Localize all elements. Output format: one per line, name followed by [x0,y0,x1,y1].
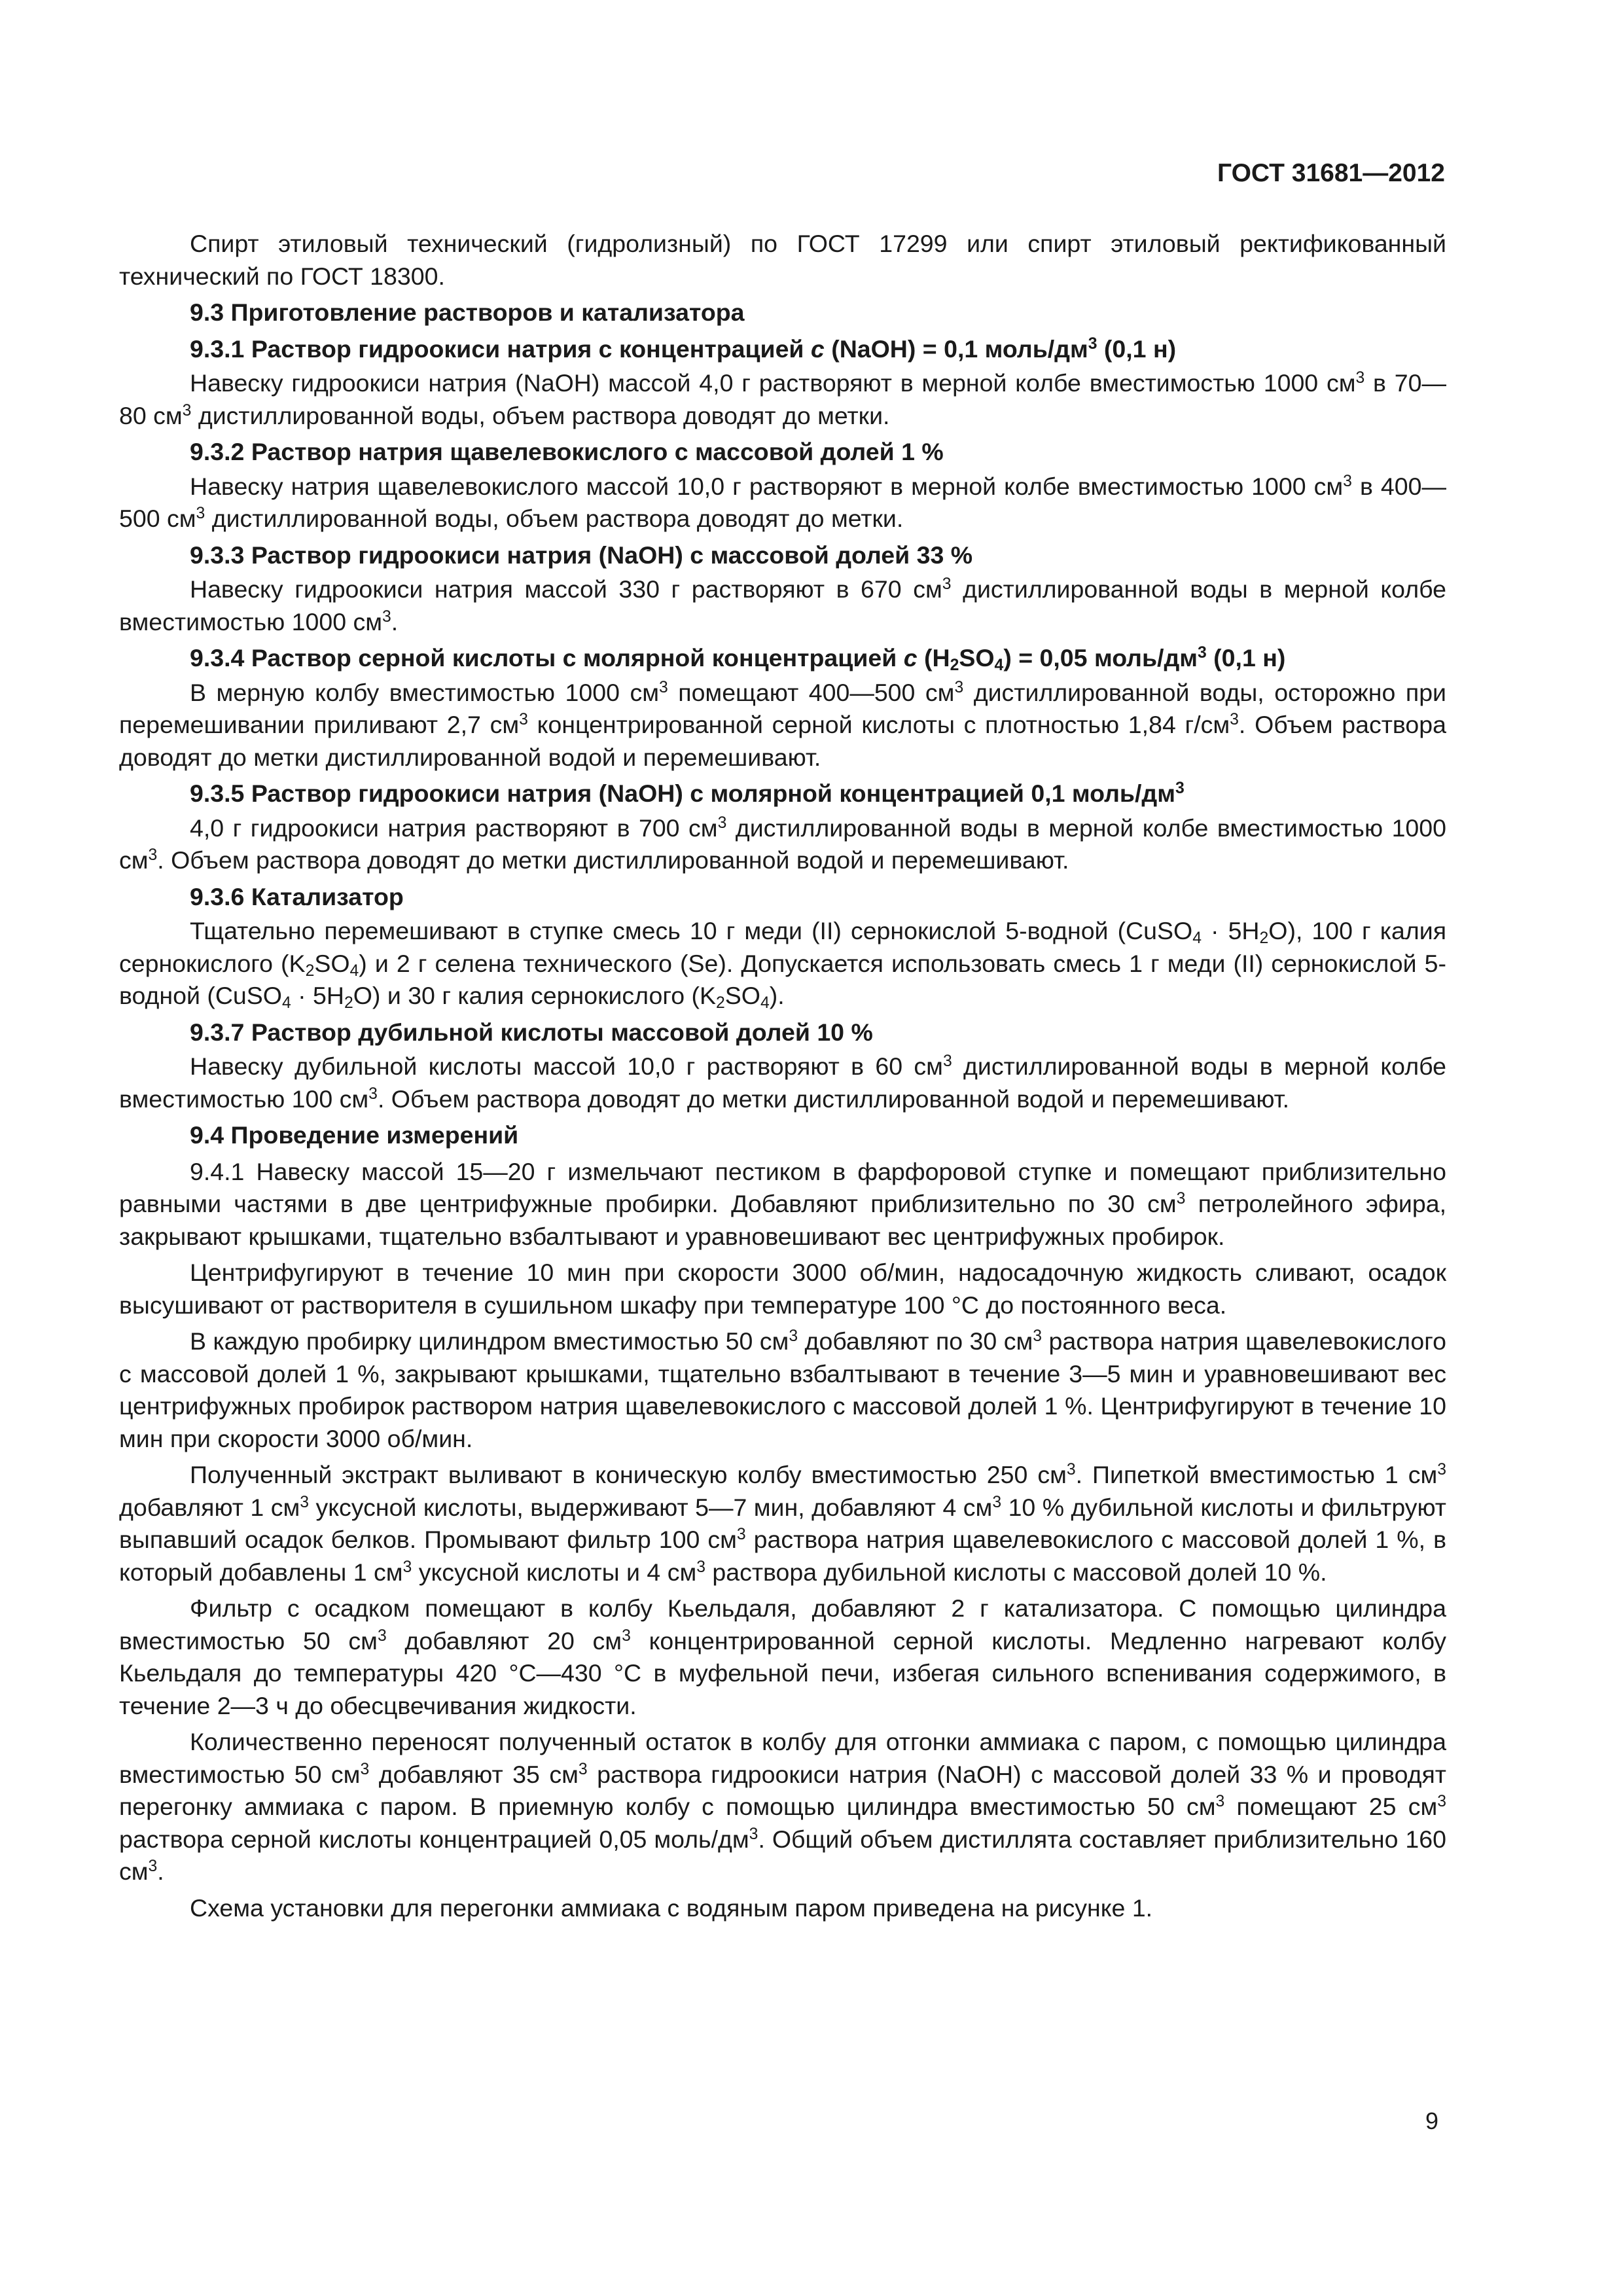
paragraph-9-3-1: Навеску гидроокиси натрия (NaOH) массой 4,0 г растворяют в мерной колбе вместимостью 1000 $см^3$ в 70—80 $см^3$ дистиллированной воды, объем раствора доводят до метки. [119,369,1446,429]
heading-9-3-3: 9.3.3 Раствор гидроокиси натрия (NaOH) с массовой долей 33 % [190,541,973,569]
paragraph-filter: Фильтр с осадком помещают в колбу Кьельдаля, добавляют 2 г катализатора. С помощью цилиндра вместимостью 50 $см^3$ добавляют 20 $см^3$ концентрированной серной кислоты. Медленно нагревают колбу Кьельдаля до температуры 420 °С—430 °С в муфельной печи, избегая сильного вспенивания содержимого, в течение 2—3 ч до обесцвечивания жидкости. [119,1594,1446,1719]
heading-9-3: 9.3 Приготовление растворов и катализатора [190,298,745,326]
paragraph-intro: Спирт этиловый технический (гидролизный) по ГОСТ 17299 или спирт этиловый ректификованный технический по ГОСТ 18300. [119,230,1446,290]
paragraph-9-3-3: Навеску гидроокиси натрия массой 330 г растворяют в 670 $см^3$ дистиллированной воды в мерной колбе вместимостью 1000 $см^3$. [119,575,1446,636]
paragraph-9-3-5: 4,0 г гидроокиси натрия растворяют в 700 $см^3$ дистиллированной воды в мерной колбе вместимостью 1000 $см^3$. Объем раствора доводят до метки дистиллированной водой и перемешивают. [119,814,1446,874]
paragraph-9-3-2: Навеску натрия щавелевокислого массой 10,0 г растворяют в мерной колбе вместимостью 1000 $см^3$ в 400—500 $см^3$ дистиллированной воды, объем раствора доводят до метки. [119,472,1446,532]
paragraph-transfer: Количественно переносят полученный остаток в колбу для отгонки аммиака с паром, с помощью цилиндра вместимостью 50 $см^3$ добавляют 35 $см^3$ раствора гидроокиси натрия (NaOH) с массовой долей 33 % и проводят перегонку аммиака с паром. В приемную колбу с помощью цилиндра вместимостью 50 $см^3$ помещают 25 $см^3$ раствора серной кислоты концентрацией 0,05 моль/$дм^3$. Общий объем дистиллята составляет приблизительно 160 $см^3$. [119,1728,1447,1885]
page-number: 9 [1425,2108,1439,2134]
paragraph-9-4-1: 9.4.1 Навеску массой 15—20 г измельчают пестиком в фарфоровой ступке и помещают приблизительно равными частями в две центрифужные пробирки. Добавляют приблизительно по 30 $см^3$ петролейного эфира, закрывают крышками, тщательно взбалтывают и уравновешивают вес центрифужных пробирок. [119,1157,1446,1250]
heading-9-3-2: 9.3.2 Раствор натрия щавелевокислого с массовой долей 1 % [190,438,944,465]
paragraph-9-3-6: Тщательно перемешивают в ступке смесь 10 г меди (II) сернокислой 5-водной (CuSO$_4$ · $5H_2O$), 100 г калия сернокислого $(K_2SO_4)$ и 2 г селена технического (Se). Допускается использовать смесь 1 г меди (II) сернокислой 5-водной (CuSO$_4$ · $5H_2O$) и 30 г калия сернокислого $(K_2SO_4)$. [119,917,1447,1013]
heading-9-3-7: 9.3.7 Раствор дубильной кислоты массовой долей 10 % [190,1018,873,1046]
heading-9-3-4: 9.3.4 Раствор серной кислоты с молярной концентрацией c $(H_2SO_4) = 0,05$ моль/$дм^3$ (0,1 н) [190,644,1286,675]
document-number: ГОСТ 31681—2012 [1217,159,1445,187]
paragraph-9-3-4: В мерную колбу вместимостью 1000 $см^3$ помещают 400—500 $см^3$ дистиллированной воды, осторожно при перемешивании приливают 2,7 $см^3$ концентрированной серной кислоты с плотностью 1,84 $г/см^3$. Объем раствора доводят до метки дистиллированной водой и перемешивают. [119,678,1446,771]
heading-9-3-1: 9.3.1 Раствор гидроокиси натрия с концентрацией c (NaOH) = 0,1 моль/$дм^3$ (0,1 н) [190,334,1177,363]
heading-9-3-6: 9.3.6 Катализатор [190,882,404,910]
paragraph-scheme: Схема установки для перегонки аммиака с водяным паром приведена на рисунке 1. [190,1893,1153,1922]
paragraph-centrifuge: Центрифугируют в течение 10 мин при скорости 3000 об/мин, надосадочную жидкость сливают, осадок высушивают от растворителя в сушильном шкафу при температуре 100 °С до постоянного веса. [119,1259,1446,1319]
heading-9-4: 9.4 Проведение измерений [190,1121,519,1149]
paragraph-9-3-7: Навеску дубильной кислоты массой 10,0 г растворяют в 60 $см^3$ дистиллированной воды в мерной колбе вместимостью 100 $см^3$. Объем раствора доводят до метки дистиллированной водой и перемешивают. [119,1052,1447,1113]
paragraph-tube: В каждую пробирку цилиндром вместимостью 50 $см^3$ добавляют по 30 $см^3$ раствора натрия щавелевокислого с массовой долей 1 %, закрывают крышками, тщательно взбалтывают в течение 3—5 мин и уравновешивают вес центрифужных пробирок раствором натрия щавелевокислого с массовой долей 1 %. Центрифугируют в течение 10 мин при скорости 3000 об/мин. [119,1327,1446,1452]
heading-9-3-5: 9.3.5 Раствор гидроокиси натрия (NaOH) с молярной концентрацией 0,1 моль/$дм^3$ [190,780,1185,807]
page-body [119,228,1446,1924]
paragraph-extract: Полученный экстракт выливают в коническую колбу вместимостью 250 $см^3$. Пипеткой вместимостью 1 $см^3$ добавляют 1 $см^3$ уксусной кислоты, выдерживают 5—7 мин, добавляют 4 $см^3$ 10 % дубильной кислоты и фильтруют выпавший осадок белков. Промывают фильтр 100 $см^3$ раствора натрия щавелевокислого с массовой долей 1 %, в который добавлены 1 $см^3$ уксусной кислоты и 4 $см^3$ раствора дубильной кислоты с массовой долей 10 %. [119,1461,1446,1586]
